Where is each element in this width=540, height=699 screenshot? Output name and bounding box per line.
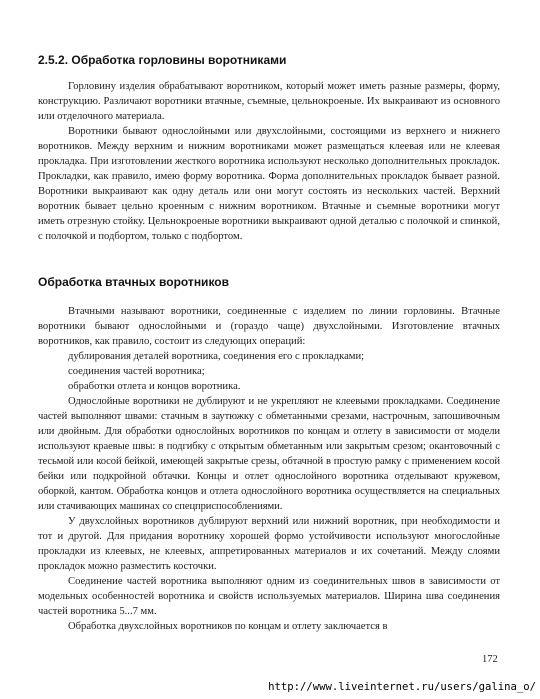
paragraph-set-in-intro: Втачными называют воротники, соединенные с изделием по линии горловины. Втачные воротники бывают однослойными и (гораздо чаще) двухслойными. Изготовление втачных воротников, как правило, состоит из следующих операций: bbox=[38, 306, 500, 347]
paragraph-double-layer: У двухслойных воротников дублируют верхний или нижний воротник, при необходимости и тот и другой. Для придания воротнику хорошей формо устойчивости используют многослойные прокладки из клеевых, не клеевых, аппретированных материалов и их сочетаний. Между слоями прокладок можно разместить косточки. bbox=[38, 516, 500, 572]
paragraph-single-layer: Однослойные воротники не дублируют и не укрепляют не клеевыми прокладками. Соединение частей выполняют швами: стачным в заутюжку с обметанными срезами, настрочным, запошивочным или двойным. Для обработки однослойных воротников по концам и отлету в зависимости от модели используют краевые швы: в подгибку с открытым обметанным или закрытым срезом; окантовочный с тесьмой или косой бейкой, имеющей закрытые срезы, обтачной в простую рамку с применением косой бейки или подкройной обтачки. Концы и отлет однослойного воротника отделывают кружевом, оборкой, кантом. Обработка концов и отлета однослойного воротника осуществляется на специальных или стачивающих машинах со спецприспособлениями. bbox=[38, 396, 500, 512]
list-item: соединения частей воротника; bbox=[68, 366, 205, 377]
section-heading-collar-neckline: 2.5.2. Обработка горловины воротниками bbox=[38, 53, 287, 67]
paragraph-collar-types: Воротники бывают однослойными или двухслойными, состоящими из верхнего и нижнего воротников. Между верхним и нижним воротниками может размещаться клеевая или не клеевая прокладка. При изготовлении жесткого воротника используют несколько дополнительных прокладок. Прокладки, как правило, имею форму воротника. Форма дополнительных прокладок бывает разной. Воротники выкраивают как одну деталь или они могут состоять из нескольких частей. Верхний воротник бывает цельно кроенным с нижним воротником. Втачные и съемные воротники могут иметь отрезную стойку. Цельнокроеные воротники выкраивают одной деталью с полочкой и спинкой, с полочкой и подбортом, только с подбортом. bbox=[38, 126, 500, 242]
page-number: 172 bbox=[482, 654, 498, 665]
source-url: http://www.liveinternet.ru/users/galina_o/ bbox=[268, 681, 536, 693]
paragraph-seam-joining: Соединение частей воротника выполняют одним из соединительных швов в зависимости от модельных особенностей воротника и свойств используемых материалов. Ширина шва соединения частей воротника 5...7 мм. bbox=[38, 576, 500, 617]
paragraph-edge-processing: Обработка двухслойных воротников по концам и отлету заключается в bbox=[68, 621, 388, 632]
section-heading-set-in-collars: Обработка втачных воротников bbox=[38, 275, 229, 289]
list-item: обработки отлета и концов воротника. bbox=[68, 381, 241, 392]
section2-body bbox=[38, 304, 500, 634]
paragraph-intro: Горловину изделия обрабатывают воротником, который может иметь разные размеры, форму, конструкцию. Различают воротники втачные, съемные, цельнокроеные. Их выкраивают из основного или отделочного материала. bbox=[38, 81, 500, 122]
section1-body bbox=[38, 79, 500, 244]
list-item: дублирования деталей воротника, соединения его с прокладками; bbox=[68, 351, 365, 362]
